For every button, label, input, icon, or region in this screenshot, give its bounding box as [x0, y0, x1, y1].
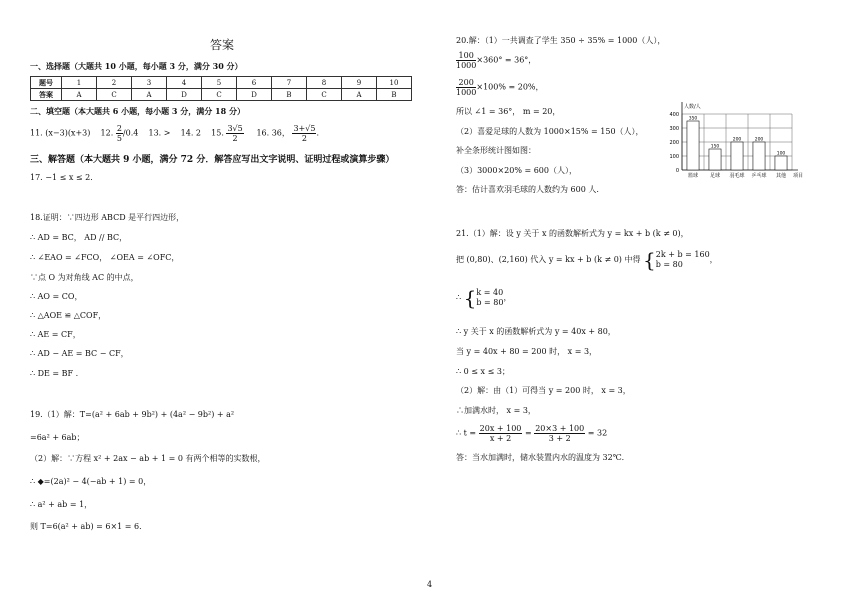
q18-line-7: ∴ AE = CF，	[30, 330, 81, 339]
q19-line-4: ∴ ◆=(2a)² − 4(−ab + 1) = 0，	[30, 477, 152, 486]
answer-12-label: 12.	[100, 128, 114, 138]
q18-line-8: ∴ AD − AE = BC − CF，	[30, 349, 129, 358]
q20-line-4: 所以 ∠1 = 36°， m = 20，	[456, 107, 561, 116]
equals-sign: =	[524, 428, 532, 438]
question-number-cell: 5	[202, 77, 237, 89]
answer-cell: A	[132, 89, 167, 101]
bar	[687, 121, 699, 170]
q19-line-6: 则 T=6(a² + ab) = 6×1 = 6．	[30, 522, 148, 531]
answer-cell: A	[62, 89, 97, 101]
table-row-numbers	[31, 77, 412, 89]
answer-16-fraction: $\frac{3+√5}{2}$	[293, 124, 316, 143]
answer-cell: D	[237, 89, 272, 101]
section-2-heading: 二、填空题（本大题共 6 小题，每小题 3 分，满分 18 分）	[30, 106, 245, 116]
answer-14: 14. 2	[180, 128, 201, 138]
bar-value-label: 200	[732, 137, 742, 143]
section-3-heading: 三、解答题（本大题共 9 小题，满分 72 分．解答应写出文字说明、证明过程或演算步骤）	[30, 155, 395, 165]
q20-line-8: 答：估计喜欢羽毛球的人数约为 600 人.	[456, 185, 599, 194]
q20-line-3	[456, 78, 544, 97]
q21-fraction-a: $\frac{20x + 100}{x + 2}$	[479, 424, 522, 443]
answer-15-fraction: $\frac{3√5}{2}$	[227, 124, 243, 143]
brace-icon: {	[463, 286, 477, 310]
q20-fraction-1-result: ×360° = 36°，	[476, 55, 537, 65]
q21-fraction-b: $\frac{20\times 3 + 100}{3 + 2}$	[535, 424, 585, 443]
q18-line-3: ∴ ∠EAO = ∠FCO， ∠OEA = ∠OFC，	[30, 253, 180, 262]
answer-table	[30, 76, 412, 101]
bar	[709, 149, 721, 170]
answer-16-label: 16. 36，	[256, 128, 290, 138]
answer-cell: B	[377, 89, 412, 101]
q18-line-1: 18.证明：∵四边形 ABCD 是平行四边形，	[30, 213, 185, 222]
q18-line-6: ∴ △AOE ≌ △COF，	[30, 311, 107, 320]
q18-line-2: ∴ AD = BC， AD // BC，	[30, 233, 128, 242]
q21-line-2	[456, 250, 718, 270]
q19-line-3: （2）解：∵方程 x² + 2ax − ab + 1 = 0 有两个相等的实数根，	[30, 454, 266, 463]
table-row-label: 答案	[31, 89, 62, 101]
q21-line-8: ∴加满水时， x = 3，	[456, 406, 536, 415]
q21-line-10: 答：当水加满时，储水装置内水的温度为 32℃．	[456, 453, 630, 462]
y-tick-label: 300	[669, 126, 679, 132]
question-number-cell: 9	[342, 77, 377, 89]
bar-chart	[660, 100, 820, 190]
bar-value-label: 200	[754, 137, 764, 143]
q19-line-2: =6a² + 6ab；	[30, 433, 85, 442]
y-tick-label: 0	[675, 168, 679, 174]
question-number-cell: 7	[272, 77, 307, 89]
answer-cell: A	[342, 89, 377, 101]
fill-answers	[30, 124, 319, 143]
question-number-cell: 4	[167, 77, 202, 89]
y-tick-label: 200	[669, 140, 679, 146]
q20-fraction-2: $\frac{200}{1000}$	[456, 78, 477, 97]
bar	[731, 142, 743, 170]
answer-cell: C	[97, 89, 132, 101]
bar-value-label: 350	[688, 116, 698, 122]
q17-answer: 17. −1 ≤ x ≤ 2．	[30, 173, 99, 182]
q21-line-1: 21.（1）解：设 y 关于 x 的函数解析式为 y = kx + b (k ≠ 0)，	[456, 229, 689, 238]
q21-line-4: ∴ y 关于 x 的函数解析式为 y = 40x + 80，	[456, 327, 616, 336]
q21-comma: ，	[709, 255, 718, 264]
therefore-symbol: ∴	[456, 293, 462, 302]
answer-cell: C	[307, 89, 342, 101]
answer-15-label: 15.	[211, 128, 224, 138]
y-axis-label: 人数/人	[684, 104, 701, 110]
q21-line-6: ∴ 0 ≤ x ≤ 3；	[456, 367, 510, 376]
q20-line-6: 补全条形统计图如图：	[456, 146, 536, 155]
q18-line-9: ∴ DE = BF .	[30, 369, 79, 378]
q20-line-2	[456, 51, 536, 70]
x-tick-label: 羽毛球	[729, 173, 745, 179]
table-row-answers	[31, 89, 412, 101]
q18-line-5: ∴ AO = CO，	[30, 292, 83, 301]
y-tick-label: 100	[669, 154, 679, 160]
q20-line-7: （3）3000×20% = 600（人），	[456, 166, 577, 175]
q21-substitution-text: 把 (0,80)、(2,160) 代入 y = kx + b (k ≠ 0) 中得	[456, 255, 641, 264]
page-number: 4	[427, 580, 433, 589]
equation-system-1: 2k + b = 160 b = 80	[655, 250, 710, 269]
q20-fraction-2-result: ×100% = 20%，	[476, 82, 544, 92]
q19-line-5: ∴ a² + ab = 1，	[30, 500, 93, 509]
q21-line-5: 当 y = 40x + 80 = 200 时， x = 3，	[456, 347, 598, 356]
q19-line-1: 19.（1）解：T=(a² + 6ab + 9b²) + (4a² − 9b²) + a²	[30, 410, 235, 419]
question-number-cell: 3	[132, 77, 167, 89]
equation-system-2: k = 40 b = 80	[476, 288, 504, 307]
x-tick-label: 篮球	[687, 173, 699, 179]
t-equals: ∴ t =	[456, 428, 477, 438]
q21-comma-2: ，	[503, 293, 512, 302]
answer-13: 13. >	[148, 128, 171, 138]
x-tick-label: 其他	[775, 173, 787, 179]
question-number-cell: 1	[62, 77, 97, 89]
question-number-cell: 8	[307, 77, 342, 89]
answer-cell: C	[202, 89, 237, 101]
q21-result: = 32	[587, 428, 608, 438]
bar	[775, 156, 787, 170]
q20-line-1: 20.解：（1）一共调查了学生 350 ÷ 35% = 1000（人），	[456, 36, 666, 45]
q20-line-5: （2）喜爱足球的人数为 1000×15% = 150（人），	[456, 127, 644, 136]
q21-line-7: （2）解：由（1）可得当 y = 200 时， x = 3，	[456, 386, 631, 395]
answer-16-period: .	[316, 128, 319, 138]
x-axis-label: 项目	[793, 173, 804, 179]
question-number-cell: 6	[237, 77, 272, 89]
q20-fraction-1: $\frac{100}{1000}$	[456, 51, 477, 70]
answer-12-alt: /0.4	[122, 128, 139, 138]
q21-line-3	[456, 288, 511, 308]
y-tick-label: 400	[669, 112, 679, 118]
x-tick-label: 足球	[709, 173, 721, 179]
bar-value-label: 100	[776, 151, 786, 157]
answer-cell: B	[272, 89, 307, 101]
bar-chart-svg	[660, 100, 820, 190]
section-1-heading: 一、选择题（大题共 10 小题，每小题 3 分，满分 30 分）	[30, 61, 243, 71]
bar	[753, 142, 765, 170]
page-title: 答案	[210, 38, 235, 52]
question-number-cell: 10	[377, 77, 412, 89]
answer-12-fraction: $\frac{2}{5}$	[116, 124, 122, 143]
brace-icon: {	[643, 248, 656, 272]
q18-line-4: ∵点 O 为对角线 AC 的中点，	[30, 273, 139, 282]
question-number-cell: 2	[97, 77, 132, 89]
x-tick-label: 乒乓球	[751, 173, 767, 179]
answer-11: 11. (x−3)(x+3)	[30, 128, 91, 138]
answer-cell: D	[167, 89, 202, 101]
bar-value-label: 150	[710, 144, 720, 150]
q21-line-9	[456, 424, 607, 443]
table-row-label: 题号	[31, 77, 62, 89]
